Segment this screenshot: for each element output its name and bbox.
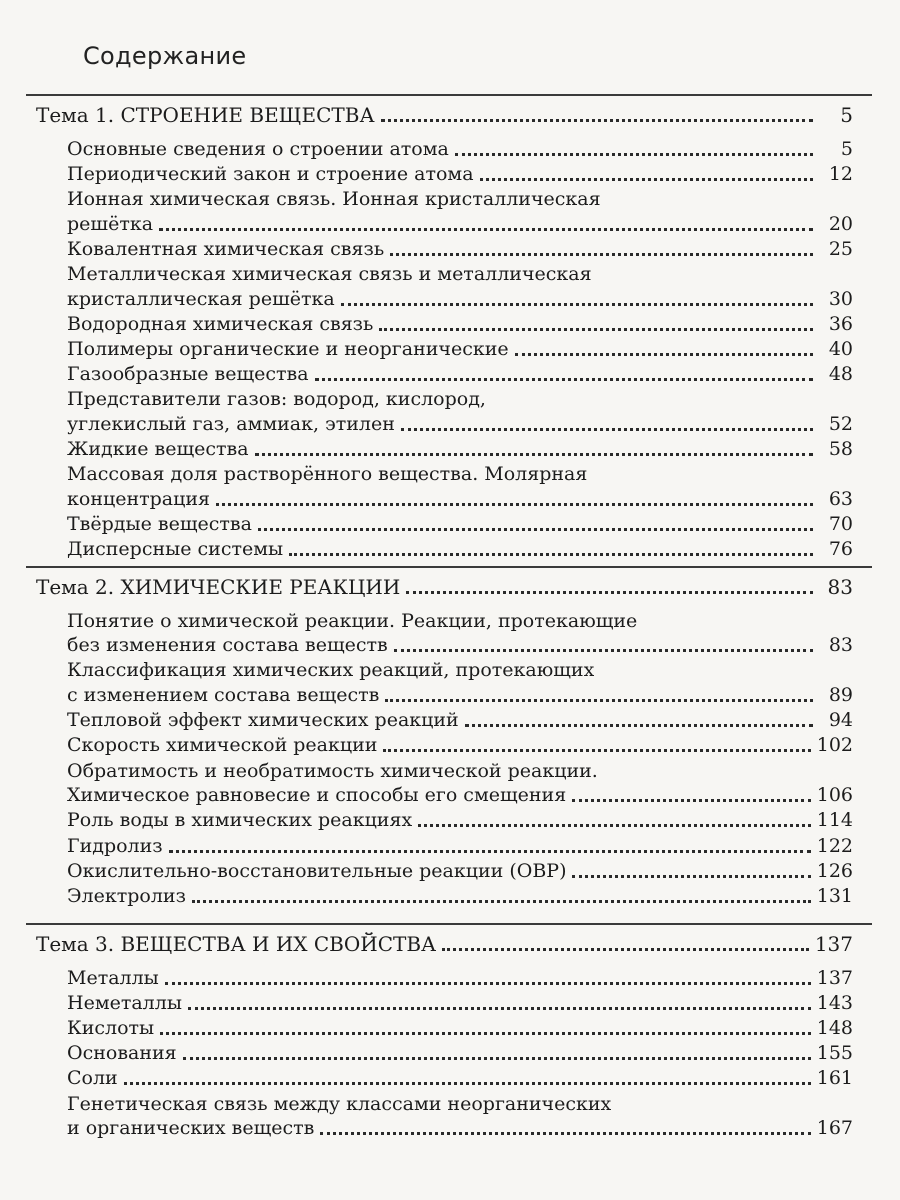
page-number: 126 <box>816 859 853 882</box>
entry-title: углекислый газ, аммиак, этилен <box>67 412 395 435</box>
page-number: 5 <box>840 137 853 160</box>
toc-entry[interactable] <box>67 236 853 261</box>
dot-leader <box>124 1082 811 1085</box>
toc-entry[interactable] <box>67 808 853 833</box>
dot-leader <box>379 328 813 331</box>
page-number: 89 <box>828 683 853 706</box>
entry-title: Гидролиз <box>67 834 163 857</box>
entry-line <box>67 858 853 883</box>
dot-leader <box>289 553 813 556</box>
dot-leader <box>418 824 811 827</box>
page-number: 94 <box>828 709 853 732</box>
dot-leader <box>192 900 811 903</box>
entry-line <box>67 990 853 1015</box>
entry-line <box>67 833 853 858</box>
toc-topic[interactable] <box>36 926 853 956</box>
page-number: 52 <box>828 412 853 435</box>
entry-line <box>67 136 853 161</box>
entry-line <box>67 883 853 908</box>
dot-leader <box>165 982 811 985</box>
entry-title: Обратимость и необратимость химической реакции. <box>67 759 598 782</box>
toc-entry[interactable] <box>67 437 853 462</box>
entry-line <box>67 1116 853 1141</box>
page-number: 161 <box>816 1067 853 1090</box>
entry-line <box>67 1015 853 1040</box>
dot-leader <box>183 1057 811 1060</box>
entry-line <box>67 608 853 633</box>
toc-entry[interactable] <box>67 512 853 537</box>
page-number: 167 <box>816 1117 853 1140</box>
entry-line <box>67 708 853 733</box>
dot-leader <box>455 153 813 156</box>
entry-title: Массовая доля растворённого вещества. Молярная <box>67 463 588 486</box>
dot-leader <box>515 353 813 356</box>
toc-entry[interactable] <box>67 537 853 562</box>
dot-leader <box>394 649 813 652</box>
page-number: 63 <box>828 487 853 510</box>
dot-leader <box>188 1007 811 1010</box>
dot-leader <box>216 503 813 506</box>
entry-title: кристаллическая решётка <box>67 287 335 310</box>
toc-entry[interactable] <box>67 708 853 733</box>
entry-title: Скорость химической реакции <box>67 734 378 757</box>
dot-leader <box>572 799 811 802</box>
entry-line <box>67 236 853 261</box>
dot-leader <box>255 453 813 456</box>
entry-line <box>67 336 853 361</box>
toc-entry[interactable] <box>67 387 853 436</box>
entry-title: Периодический закон и строение атома <box>67 162 474 185</box>
entry-line <box>67 387 853 412</box>
entry-title: Кислоты <box>67 1016 155 1039</box>
toc-entry[interactable] <box>67 136 853 161</box>
dot-leader <box>572 875 810 878</box>
page-number: 131 <box>816 884 853 907</box>
entry-line <box>67 161 853 186</box>
entry-title: Окислительно-восстановительные реакции (ОВР) <box>67 859 567 882</box>
page-number: 5 <box>840 103 853 127</box>
page-number: 137 <box>814 932 853 956</box>
entry-line <box>67 537 853 562</box>
entry-title: Химическое равновесие и способы его смещения <box>67 784 567 807</box>
topic-title: Тема 1. СТРОЕНИЕ ВЕЩЕСТВА <box>36 103 375 127</box>
dot-leader <box>406 591 813 594</box>
entry-line <box>67 437 853 462</box>
dot-leader <box>401 428 813 431</box>
toc-entry[interactable] <box>67 1066 853 1091</box>
page-number: 30 <box>828 287 853 310</box>
dot-leader <box>320 1132 810 1135</box>
page-number: 76 <box>828 538 853 561</box>
entry-title: Ионная химическая связь. Ионная кристаллическая <box>67 187 601 210</box>
toc-entry[interactable] <box>67 608 853 657</box>
entry-title: Полимеры органические и неорганические <box>67 337 509 360</box>
entry-title: Роль воды в химических реакциях <box>67 809 413 832</box>
page-number: 122 <box>816 834 853 857</box>
entry-line <box>67 1091 853 1116</box>
entry-line <box>67 211 853 236</box>
entry-line <box>67 1041 853 1066</box>
dot-leader <box>341 303 813 306</box>
page-number: 148 <box>816 1016 853 1039</box>
entry-line <box>67 682 853 707</box>
section-divider <box>26 923 872 925</box>
toc-entry[interactable] <box>67 336 853 361</box>
entry-title: Металлы <box>67 966 159 989</box>
entry-line <box>67 783 853 808</box>
page-number: 114 <box>816 809 853 832</box>
toc-entry[interactable] <box>67 186 853 235</box>
toc-entry[interactable] <box>67 161 853 186</box>
toc-entry[interactable] <box>67 362 853 387</box>
page-number: 70 <box>828 513 853 536</box>
entry-line <box>67 462 853 487</box>
dot-leader <box>159 228 813 231</box>
entry-line <box>67 261 853 286</box>
entry-line <box>67 512 853 537</box>
entry-title: Классификация химических реакций, протекающих <box>67 659 595 682</box>
toc-entry[interactable] <box>67 758 853 807</box>
toc-entry[interactable] <box>67 1091 853 1140</box>
toc-entry[interactable] <box>67 858 853 883</box>
dot-leader <box>315 378 813 381</box>
entry-line <box>67 286 853 311</box>
entry-title: без изменения состава веществ <box>67 634 388 657</box>
dot-leader <box>390 253 813 256</box>
dot-leader <box>480 178 813 181</box>
page-number: 137 <box>816 966 853 989</box>
toc-entry[interactable] <box>67 833 853 858</box>
toc-entry[interactable] <box>67 311 853 336</box>
page-number: 36 <box>828 312 853 335</box>
entry-title: Генетическая связь между классами неорганических <box>67 1092 612 1115</box>
page-number: 155 <box>816 1042 853 1065</box>
entry-title: Ковалентная химическая связь <box>67 237 385 260</box>
entry-title: Водородная химическая связь <box>67 312 374 335</box>
page-number: 83 <box>828 634 853 657</box>
dot-leader <box>383 749 810 752</box>
toc-entry[interactable] <box>67 965 853 990</box>
dot-leader <box>169 850 811 853</box>
entry-line <box>67 311 853 336</box>
toc-entry[interactable] <box>67 1041 853 1066</box>
page-number: 20 <box>828 212 853 235</box>
page-number: 106 <box>816 784 853 807</box>
entry-title: Дисперсные системы <box>67 538 284 561</box>
entry-title: Основания <box>67 1042 177 1065</box>
entry-line <box>67 362 853 387</box>
toc-entry[interactable] <box>67 883 853 908</box>
entry-line <box>67 1066 853 1091</box>
dot-leader <box>160 1032 811 1035</box>
entry-line <box>67 186 853 211</box>
entry-title: с изменением состава веществ <box>67 683 380 706</box>
dot-leader <box>258 528 813 531</box>
dot-leader <box>442 948 809 951</box>
entry-line <box>67 486 853 511</box>
toc-entry[interactable] <box>67 1015 853 1040</box>
toc-entry[interactable] <box>67 658 853 707</box>
entry-title: Электролиз <box>67 884 186 907</box>
entry-title: Представители газов: водород, кислород, <box>67 388 486 411</box>
dot-leader <box>385 699 813 702</box>
page-number: 48 <box>828 363 853 386</box>
entry-line <box>67 658 853 683</box>
page-number: 102 <box>816 734 853 757</box>
entry-title: Металлическая химическая связь и металлическая <box>67 262 592 285</box>
entry-line <box>67 808 853 833</box>
entry-line <box>67 965 853 990</box>
page-number: 25 <box>828 237 853 260</box>
page-number: 143 <box>816 991 853 1014</box>
contents-heading: Содержание <box>83 42 247 70</box>
dot-leader <box>381 119 813 122</box>
entry-title: и органических веществ <box>67 1117 315 1140</box>
toc-topic[interactable] <box>36 97 853 127</box>
entry-title: Жидкие вещества <box>67 438 249 461</box>
entry-line <box>67 733 853 758</box>
toc-entry[interactable] <box>67 462 853 511</box>
entry-title: Газообразные вещества <box>67 363 309 386</box>
topic-title: Тема 2. ХИМИЧЕСКИЕ РЕАКЦИИ <box>36 575 401 599</box>
page-number: 83 <box>827 575 853 599</box>
entry-title: Тепловой эффект химических реакций <box>67 709 459 732</box>
toc-entry[interactable] <box>67 261 853 310</box>
entry-title: Основные сведения о строении атома <box>67 137 449 160</box>
topic-title: Тема 3. ВЕЩЕСТВА И ИХ СВОЙСТВА <box>36 932 437 956</box>
toc-entry[interactable] <box>67 733 853 758</box>
entry-title: Соли <box>67 1067 118 1090</box>
entry-title: Понятие о химической реакции. Реакции, протекающие <box>67 609 638 632</box>
entry-title: Неметаллы <box>67 991 182 1014</box>
entry-title: Твёрдые вещества <box>67 513 252 536</box>
entry-line <box>67 758 853 783</box>
page-number: 58 <box>828 438 853 461</box>
entry-line <box>67 411 853 436</box>
entry-line <box>67 633 853 658</box>
toc-entry[interactable] <box>67 990 853 1015</box>
entry-title: решётка <box>67 212 154 235</box>
section-divider <box>26 566 872 568</box>
toc-topic[interactable] <box>36 569 853 599</box>
dot-leader <box>465 724 813 727</box>
page-number: 40 <box>828 337 853 360</box>
entry-title: концентрация <box>67 487 210 510</box>
section-divider <box>26 94 872 96</box>
page-number: 12 <box>828 162 853 185</box>
